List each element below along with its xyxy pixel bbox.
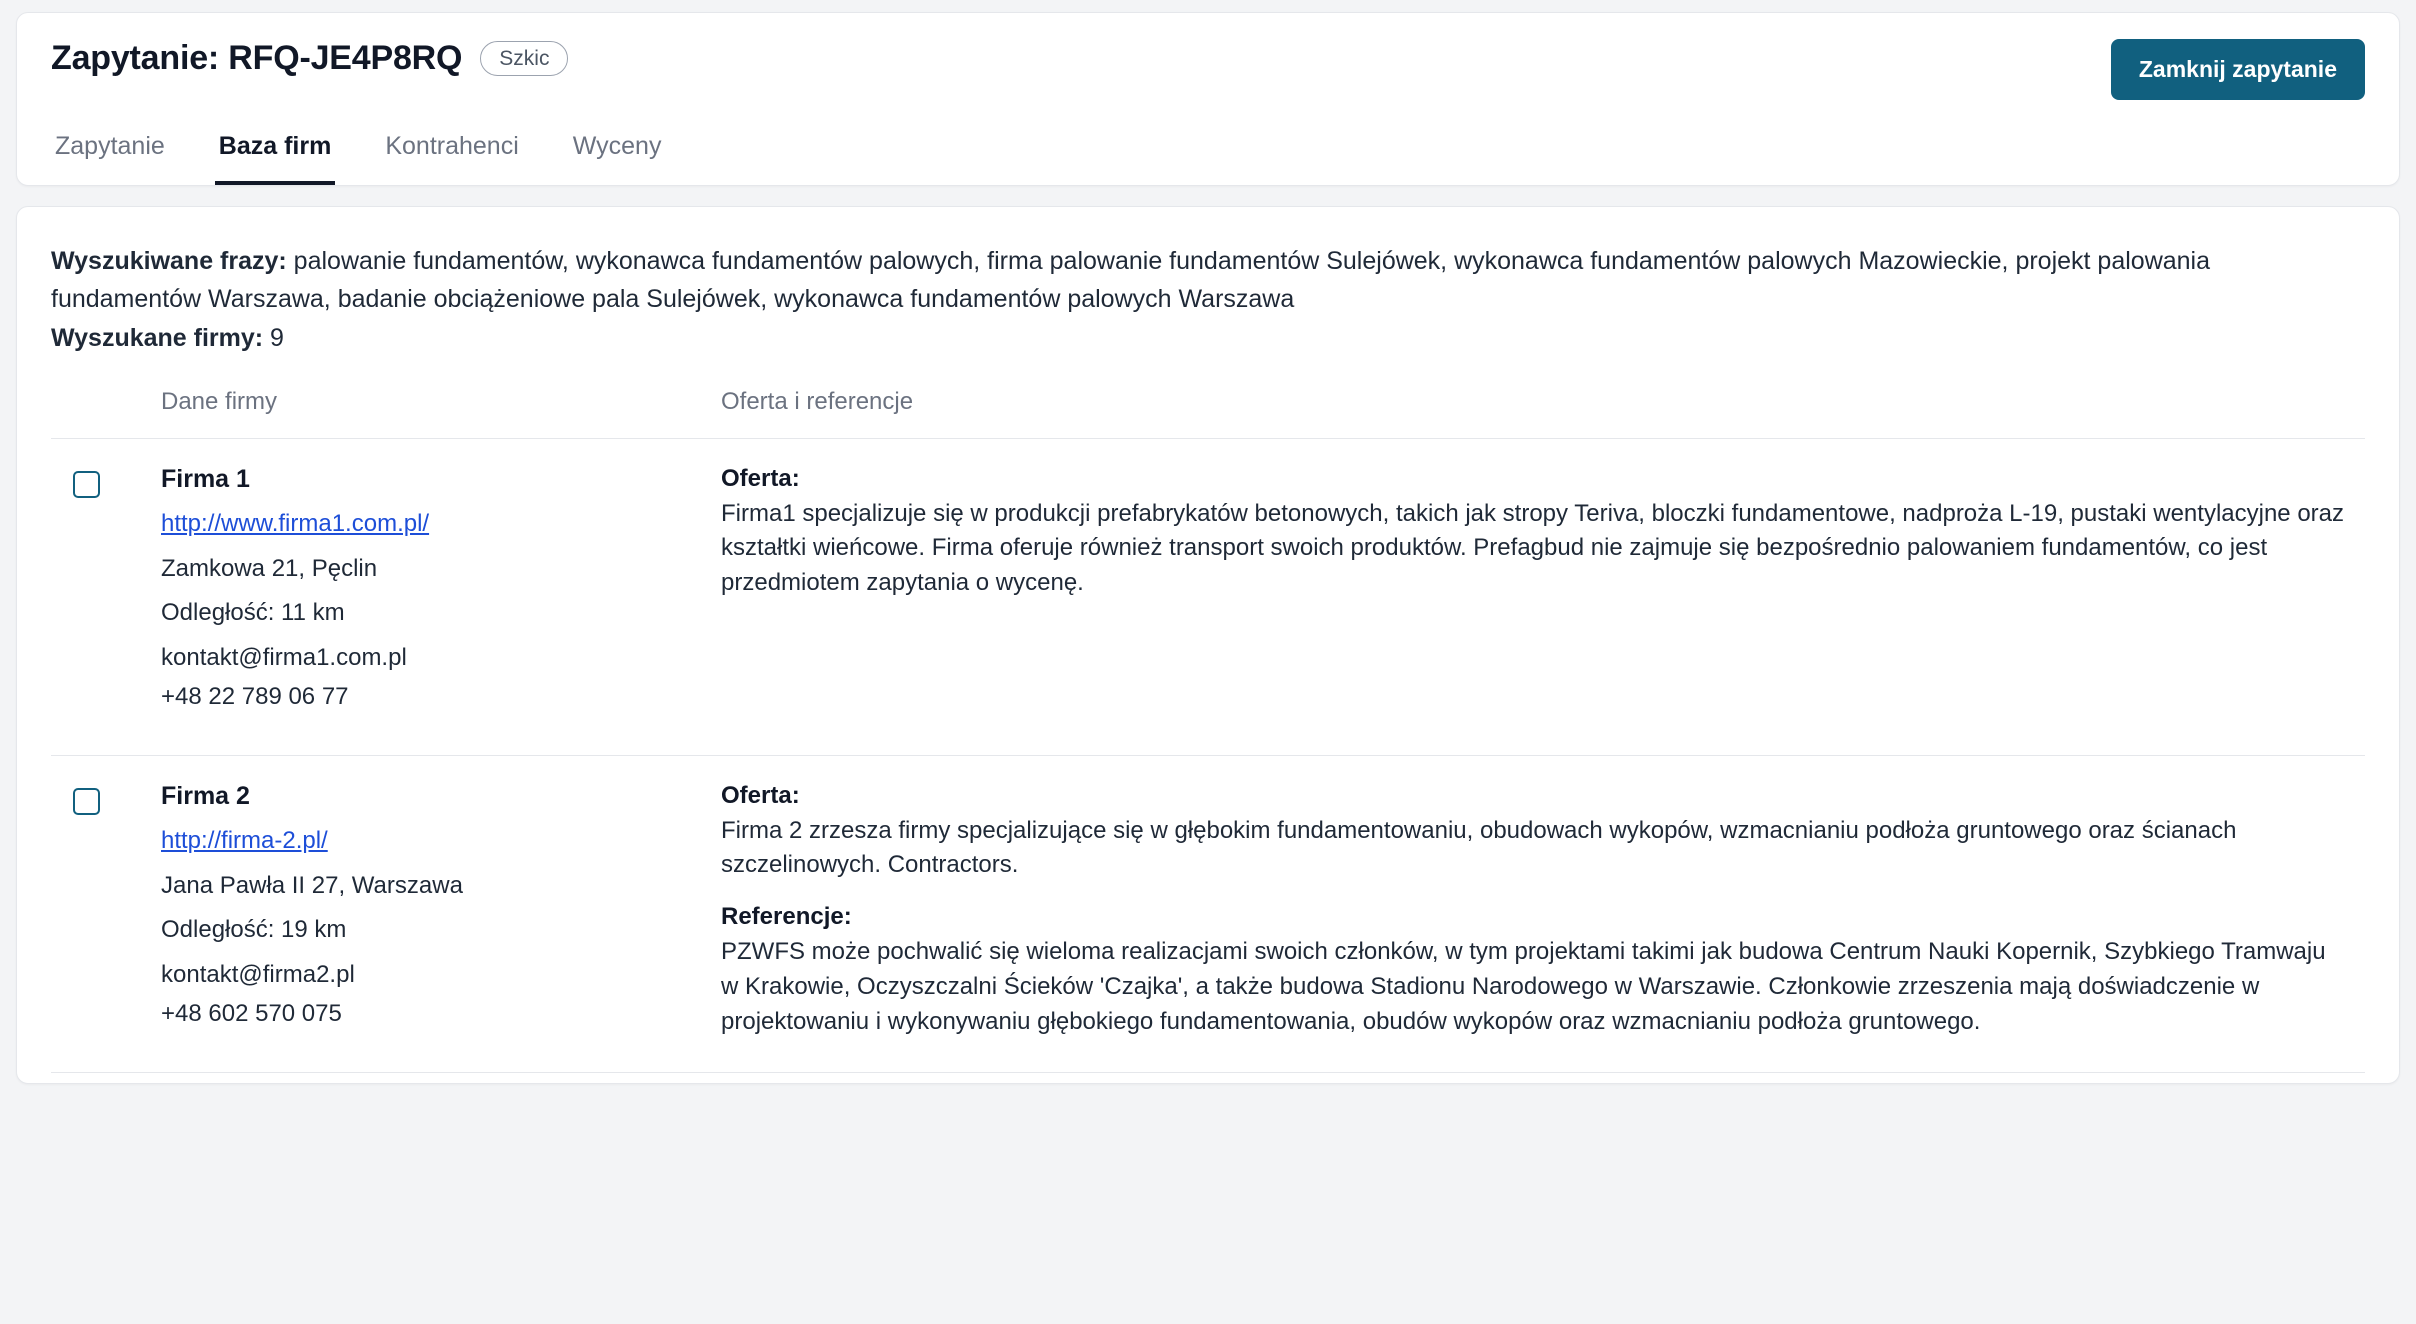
searched-phrases <box>51 243 2301 318</box>
row-checkbox[interactable] <box>73 471 100 498</box>
tab-bar <box>51 132 2365 185</box>
found-companies-label: Wyszukane firmy: <box>51 324 264 352</box>
found-companies-value: 9 <box>263 324 284 352</box>
page-title: Zapytanie: RFQ-JE4P8RQ <box>51 39 463 77</box>
header-top-row <box>51 39 2365 100</box>
request-header-card <box>16 12 2400 186</box>
references-text: PZWFS może pochwalić się wieloma realizacjami swoich członków, w tym projektami takimi jak budowa Centrum Nauki Kopernik, Szybkiego Tramwaju w Krakowie, Oczyszczalni Ścieków 'Czajka', a także budowa Stadionu Narodowego w Warszawie. Członkowie zrzeszenia mają doświadczenie w projektowaniu i wykonywaniu głębokiego fundamentowania, obudów wykopów oraz wzmacnianiu podłoża gruntowego. <box>721 938 2326 1035</box>
searched-phrases-label: Wyszukiwane frazy: <box>51 247 287 275</box>
status-badge: Szkic <box>480 41 568 76</box>
company-email: kontakt@firma1.com.pl <box>161 644 407 672</box>
company-address: Jana Pawła II 27, Warszawa <box>161 871 463 899</box>
tab-baza-firm[interactable]: Baza firm <box>215 132 336 185</box>
references-label: Referencje: <box>721 903 852 931</box>
company-name: Firma 2 <box>161 781 250 810</box>
offer-text: Firma 2 zrzesza firmy specjalizujące się w głębokim fundamentowaniu, obudowach wykopów, wzmacnianiu podłoża gruntowego oraz ścianach szczelinowych. Contractors. <box>721 816 2237 879</box>
company-distance: Odległość: 19 km <box>161 916 347 944</box>
row-select-cell <box>51 755 141 1072</box>
company-offer-cell <box>701 438 2365 755</box>
company-details-cell <box>141 755 701 1072</box>
offer-text: Firma1 specjalizuje się w produkcji prefabrykatów betonowych, takich jak stropy Teriva, bloczki fundamentowe, nadproża L-19, pustaki wentylacyjne oraz kształtki wieńcowe. Firma oferuje również transport swoich produktów. Prefagbud nie zajmuje się bezpośrednio palowaniem fundamentów, co jest przedmiotem zapytania o wycenę. <box>721 499 2345 597</box>
tab-zapytanie[interactable]: Zapytanie <box>55 132 165 160</box>
tab-kontrahenci[interactable]: Kontrahenci <box>385 132 519 160</box>
search-summary <box>51 243 2301 358</box>
company-website-link[interactable]: http://firma-2.pl/ <box>161 826 328 854</box>
offer-label: Oferta: <box>721 781 800 809</box>
company-offer-cell <box>701 755 2365 1072</box>
companies-table <box>51 388 2365 1073</box>
tab-wyceny[interactable]: Wyceny <box>572 132 662 160</box>
companies-table-body <box>51 438 2365 1072</box>
company-phone: +48 22 789 06 77 <box>161 682 349 710</box>
company-results-card <box>16 206 2400 1084</box>
table-row <box>51 438 2365 755</box>
column-header-select <box>51 388 141 439</box>
table-row <box>51 755 2365 1072</box>
company-name: Firma 1 <box>161 464 250 493</box>
row-select-cell <box>51 438 141 755</box>
title-row <box>51 39 568 78</box>
close-request-button[interactable]: Zamknij zapytanie <box>2111 39 2365 100</box>
row-checkbox[interactable] <box>73 788 100 815</box>
column-header-offer: Oferta i referencje <box>701 388 2365 439</box>
companies-table-head <box>51 388 2365 439</box>
company-phone: +48 602 570 075 <box>161 1000 342 1028</box>
company-distance: Odległość: 11 km <box>161 599 345 627</box>
found-companies <box>51 320 2301 358</box>
company-address: Zamkowa 21, Pęclin <box>161 554 378 582</box>
company-email: kontakt@firma2.pl <box>161 961 355 989</box>
company-details-cell <box>141 438 701 755</box>
offer-label: Oferta: <box>721 464 800 492</box>
company-website-link[interactable]: http://www.firma1.com.pl/ <box>161 509 430 537</box>
column-header-company: Dane firmy <box>141 388 701 439</box>
table-header-row <box>51 388 2365 439</box>
searched-phrases-value: palowanie fundamentów, wykonawca fundamentów palowych, firma palowanie fundamentów Sulejówek, wykonawca fundamentów palowych Mazowieckie, projekt palowania fundamentów Warszawa, badanie obciążeniowe pala Sulejówek, wykonawca fundamentów palowych Warszawa <box>51 247 2211 313</box>
